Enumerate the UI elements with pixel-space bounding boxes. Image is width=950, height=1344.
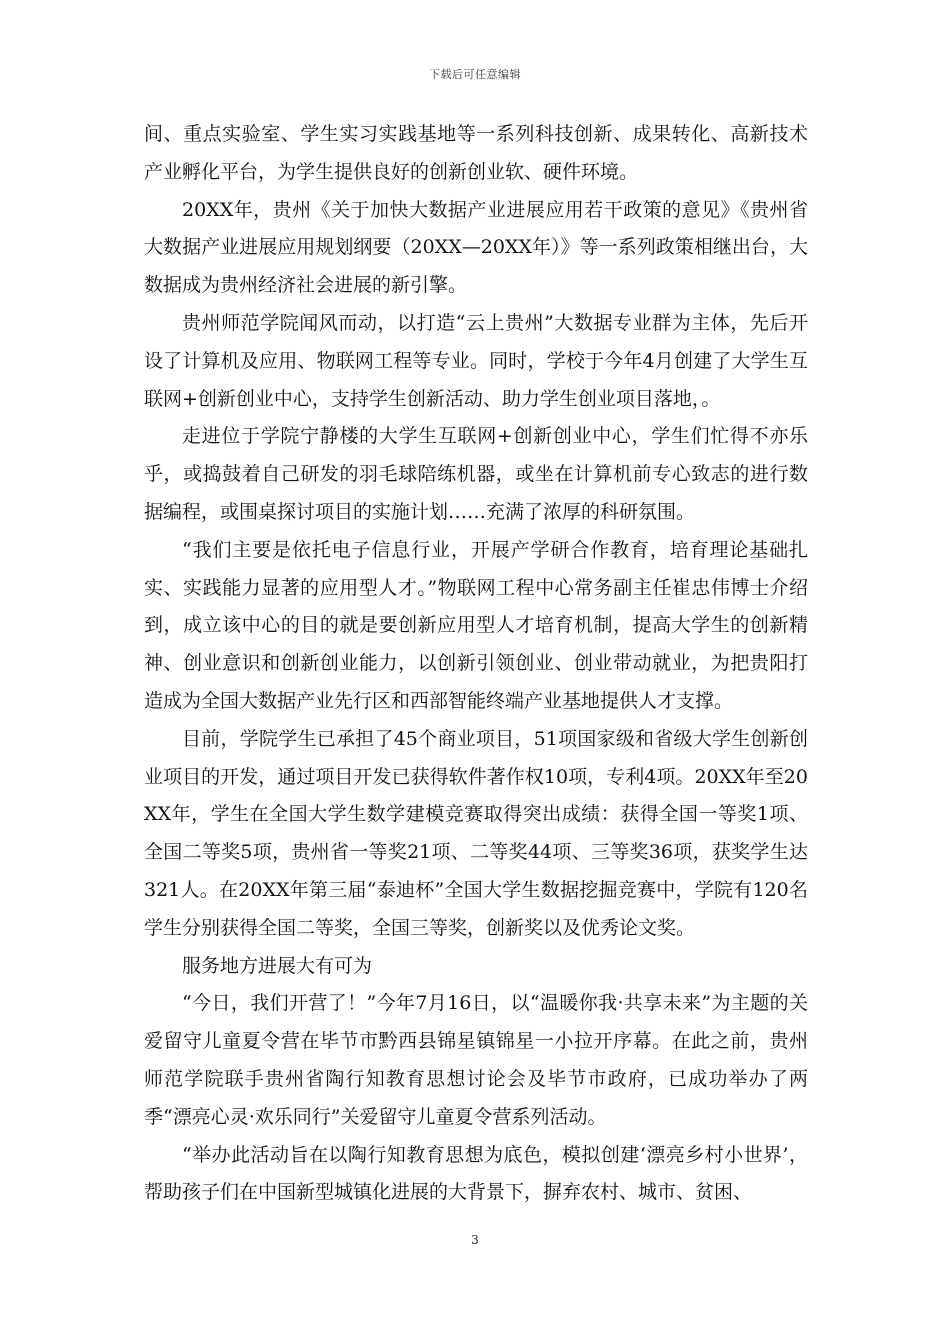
- document-body: [144, 116, 808, 1212]
- paragraph-6: 目前，学院学生已承担了45个商业项目，51项国家级和省级大学生创新创业项目的开发，通过项目开发已获得软件著作权10项，专利4项。20XX年至20XX年，学生在全国大学生数学建模竞赛取得突出成绩：获得全国一等奖1项、全国二等奖5项，贵州省一等奖21项、二等奖44项、三等奖36项，获奖学生达321人。在20XX年第三届“泰迪杯”全国大学生数据挖掘竞赛中，学院有120名学生分别获得全国二等奖，全国三等奖，创新奖以及优秀论文奖。: [144, 727, 808, 939]
- paragraph-4: 走进位于学院宁静楼的大学生互联网+创新创业中心，学生们忙得不亦乐乎，或捣鼓着自己研发的羽毛球陪练机器，或坐在计算机前专心致志的进行数据编程，或围桌探讨项目的实施计划……充满了浓厚的科研氛围。: [144, 425, 808, 523]
- page-header: 下载后可任意编辑: [429, 68, 521, 81]
- paragraph-2: 20XX年，贵州《关于加快大数据产业进展应用若干政策的意见》《贵州省大数据产业进展应用规划纲要（20XX—20XX年）》等一系列政策相继出台，大数据成为贵州经济社会进展的新引擎。: [144, 198, 808, 297]
- page-number: 3: [471, 1233, 479, 1247]
- paragraph-3: 贵州师范学院闻风而动，以打造“云上贵州”大数据专业群为主体，先后开设了计算机及应用、物联网工程等专业。同时，学校于今年4月创建了大学生互联网+创新创业中心，支持学生创新活动、助力学生创业项目落地，。: [144, 311, 808, 410]
- paragraph-5: “我们主要是依托电子信息行业，开展产学研合作教育，培育理论基础扎实、实践能力显著的应用型人才。”物联网工程中心常务副主任崔忠伟博士介绍到，成立该中心的目的就是要创新应用型人才培育机制，提高大学生的创新精神、创业意识和创新创业能力，以创新引领创业、创业带动就业，为把贵阳打造成为全国大数据产业先行区和西部智能终端产业基地提供人才支撑。: [144, 538, 808, 712]
- paragraph-8: “举办此活动旨在以陶行知教育思想为底色，模拟创建‘漂亮乡村小世界’，帮助孩子们在中国新型城镇化进展的大背景下，摒弃农村、城市、贫困、: [144, 1143, 808, 1204]
- paragraph-7: “今日，我们开营了！”今年7月16日，以“温暖你我·共享未来”为主题的关爱留守儿童夏令营在毕节市黔西县锦星镇锦星一小拉开序幕。在此之前，贵州师范学院联手贵州省陶行知教育思想讨论会及毕节市政府，已成功举办了两季“漂亮心灵·欢乐同行”关爱留守儿童夏令营系列活动。: [144, 992, 808, 1128]
- paragraph-1: 间、重点实验室、学生实习实践基地等一系列科技创新、成果转化、高新技术产业孵化平台，为学生提供良好的创新创业软、硬件环境。: [144, 123, 808, 183]
- section-heading: 服务地方进展大有可为: [182, 954, 373, 977]
